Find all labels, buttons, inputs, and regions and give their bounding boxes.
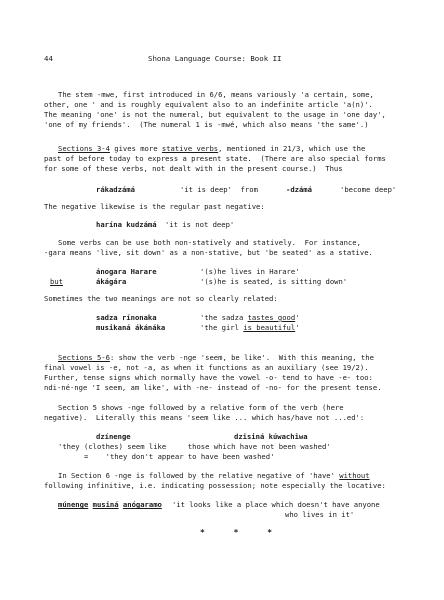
para-stative-line-3: for some of these verbs, not dealt with in the present course.) Thus (44, 164, 343, 173)
example-gloss: 'the sadza tastes good' (200, 313, 300, 322)
para-nge-line-4: ndi-né-nge 'I seem, am like', with -ne- instead of -no- for the present tense. (44, 383, 382, 392)
example-gloss: '(s)he is seated, is sitting down' (200, 277, 348, 286)
term-stative-verbs: stative verbs (161, 144, 219, 153)
para-s6-line-2: following infinitive, i.e. indicating possession; note especially the locative: (44, 481, 386, 490)
running-title: Shona Language Course: Book II (148, 54, 282, 63)
example-stem: -dzámá (286, 185, 312, 194)
example-word: dzínenge (96, 432, 131, 441)
example-word: ánogara Harare (96, 267, 157, 276)
example-prefix-but: but (50, 277, 63, 286)
example-word: musikaná ákánáka (96, 323, 166, 332)
para-mwe-line-4: 'one of my friends'. (The numeral 1 is -mwé, which also means 'the same'.) (44, 120, 369, 129)
section-ref-5-6: Sections 5-6 (58, 353, 110, 362)
para-nge-line-1: Sections 5-6: show the verb -nge 'seem, be like'. With this meaning, the (58, 353, 374, 362)
example-gloss: = 'they don't appear to have been washed' (84, 452, 275, 461)
example-word: rákadzámá (96, 185, 135, 194)
para-stative-line-1: Sections 3-4 gives more stative verbs, mentioned in 21/3, which use the (58, 144, 366, 153)
section-end-marks: * * * (200, 528, 285, 537)
negative-intro: The negative likewise is the regular past negative: (44, 202, 265, 211)
para-nge-line-3: Further, tense signs which normally have the vowel -o- tend to have -e- too: (44, 373, 373, 382)
page-number: 44 (44, 54, 53, 63)
example-gloss: 'the girl is beautiful' (200, 323, 300, 332)
example-gloss: 'it is deep' from (180, 185, 258, 194)
example-word: ákágára (96, 277, 127, 286)
para-both-line-2: -gara means 'live, sit down' as a non-stative, but 'be seated' as a stative. (44, 248, 373, 257)
example-gloss: who lives in it' (285, 510, 355, 519)
example-gloss: 'they (clothes) seem like those which have not been washed' (58, 442, 331, 451)
example-word: harína kudzámá (96, 220, 157, 229)
example-word: sadza rínonaka (96, 313, 157, 322)
para-s5-line-1: Section 5 shows -nge followed by a relative form of the verb (here (58, 403, 344, 412)
para-mwe-line-2: other, one ' and is roughly equivalent also to an indefinite article 'a(n)'. (44, 100, 373, 109)
section-ref-3-4: Sections 3-4 (58, 144, 110, 153)
para-s6-line-1: In Section 6 -nge is followed by the relative negative of 'have' without (58, 471, 370, 480)
para-nge-line-2: final vowel is -e, not -a, as when it functions as an auxiliary (see 19/2). (44, 363, 369, 372)
example-gloss: 'it looks like a place which doesn't have anyone (172, 500, 380, 509)
sometimes-intro: Sometimes the two meanings are not so clearly related: (44, 294, 278, 303)
example-gloss: '(s)he lives in Harare' (200, 267, 300, 276)
para-both-line-1: Some verbs can be use both non-statively and statively. For instance, (58, 238, 361, 247)
para-s5-line-2: negative). Literally this means 'seem like ... which has/have not ...ed': (44, 413, 365, 422)
para-mwe-line-1: The stem -mwe, first introduced in 6/6, means variously 'a certain, some, (58, 90, 374, 99)
example-phrase: múnenge musiná anógaramo (58, 500, 162, 509)
para-mwe-line-3: The meaning 'one' is not the numeral, but equivalent to the usage in 'one day', (44, 110, 386, 119)
example-stem-gloss: 'become deep' (340, 185, 397, 194)
example-gloss: 'it is not deep' (165, 220, 235, 229)
para-stative-line-2: past of before today to express a present state. (There are also special forms (44, 154, 386, 163)
example-word: dzisiná kúwachiwa (234, 432, 308, 441)
